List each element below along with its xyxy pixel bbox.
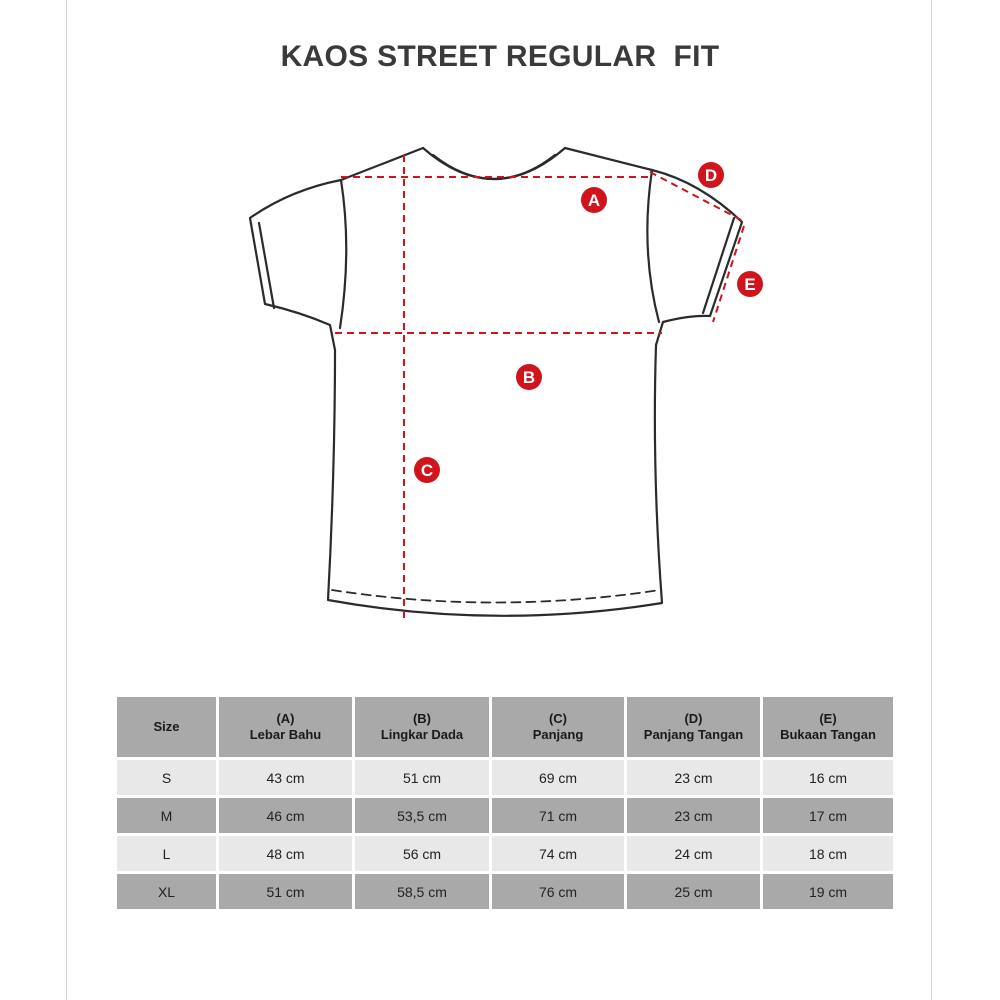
- table-cell: 48 cm: [219, 836, 352, 871]
- header-panjang: [492, 697, 624, 757]
- header-label: Lebar Bahu: [249, 727, 322, 742]
- table-cell: 69 cm: [492, 760, 624, 795]
- tshirt-outline: [250, 148, 742, 616]
- table-cell: 43 cm: [219, 760, 352, 795]
- header-label: Panjang Tangan: [643, 727, 744, 742]
- right-sleeve-cuff: [703, 218, 734, 313]
- header-lebar-bahu: [219, 697, 352, 757]
- table-cell: 71 cm: [492, 798, 624, 833]
- table-cell: 19 cm: [763, 874, 893, 909]
- header-panjang-tangan: [627, 697, 760, 757]
- left-sleeve-seam: [340, 180, 346, 328]
- right-sleeve-seam: [647, 170, 659, 322]
- table-cell: 46 cm: [219, 798, 352, 833]
- measurement-lines: [335, 155, 745, 620]
- size-chart-table: [114, 694, 896, 912]
- header-label: Lingkar Dada: [380, 727, 464, 742]
- header-letter: (A): [276, 711, 295, 726]
- table-cell: 16 cm: [763, 760, 893, 795]
- size-chart-body: [117, 760, 893, 909]
- hem-stitch: [332, 590, 660, 603]
- header-letter: (E): [819, 711, 837, 726]
- marker-b-label: B: [522, 368, 536, 387]
- tshirt-body-outline: [250, 148, 742, 616]
- table-row: [117, 760, 893, 795]
- table-cell: 17 cm: [763, 798, 893, 833]
- table-row: [117, 836, 893, 871]
- header-lingkar-dada: [355, 697, 489, 757]
- header-row: [117, 697, 893, 757]
- header-letter: (D): [684, 711, 703, 726]
- table-cell: 56 cm: [355, 836, 489, 871]
- table-row: [117, 874, 893, 909]
- table-cell: 53,5 cm: [355, 798, 489, 833]
- header-size: Size: [117, 697, 216, 757]
- marker-e-label: E: [744, 275, 756, 294]
- left-sleeve-cuff: [259, 223, 274, 308]
- table-cell: 18 cm: [763, 836, 893, 871]
- marker-a: [581, 187, 607, 213]
- size-cell: L: [117, 836, 216, 871]
- page-title: KAOS STREET REGULAR FIT: [280, 40, 720, 73]
- header-label: Bukaan Tangan: [780, 727, 876, 742]
- table-cell: 58,5 cm: [355, 874, 489, 909]
- table-cell: 23 cm: [627, 760, 760, 795]
- header-letter: (C): [548, 711, 568, 726]
- marker-a-label: A: [587, 191, 601, 210]
- table-cell: 24 cm: [627, 836, 760, 871]
- size-cell: M: [117, 798, 216, 833]
- marker-d: [698, 162, 724, 188]
- sleeve-length-line: [650, 172, 745, 222]
- collar-inner: [433, 155, 555, 179]
- marker-d-label: D: [704, 166, 718, 185]
- marker-e: [737, 271, 763, 297]
- size-chart-header: [117, 697, 893, 757]
- table-row: [117, 798, 893, 833]
- sleeve-opening-line: [713, 226, 744, 322]
- marker-b: [516, 364, 542, 390]
- table-cell: 23 cm: [627, 798, 760, 833]
- table-cell: 51 cm: [219, 874, 352, 909]
- table-cell: 51 cm: [355, 760, 489, 795]
- size-cell: XL: [117, 874, 216, 909]
- header-bukaan-tangan: [763, 697, 893, 757]
- header-letter: (B): [412, 711, 432, 726]
- size-cell: S: [117, 760, 216, 795]
- table-cell: 76 cm: [492, 874, 624, 909]
- marker-c: [414, 457, 440, 483]
- marker-c-label: C: [420, 461, 434, 480]
- header-label: Panjang: [532, 727, 584, 742]
- table-cell: 25 cm: [627, 874, 760, 909]
- table-cell: 74 cm: [492, 836, 624, 871]
